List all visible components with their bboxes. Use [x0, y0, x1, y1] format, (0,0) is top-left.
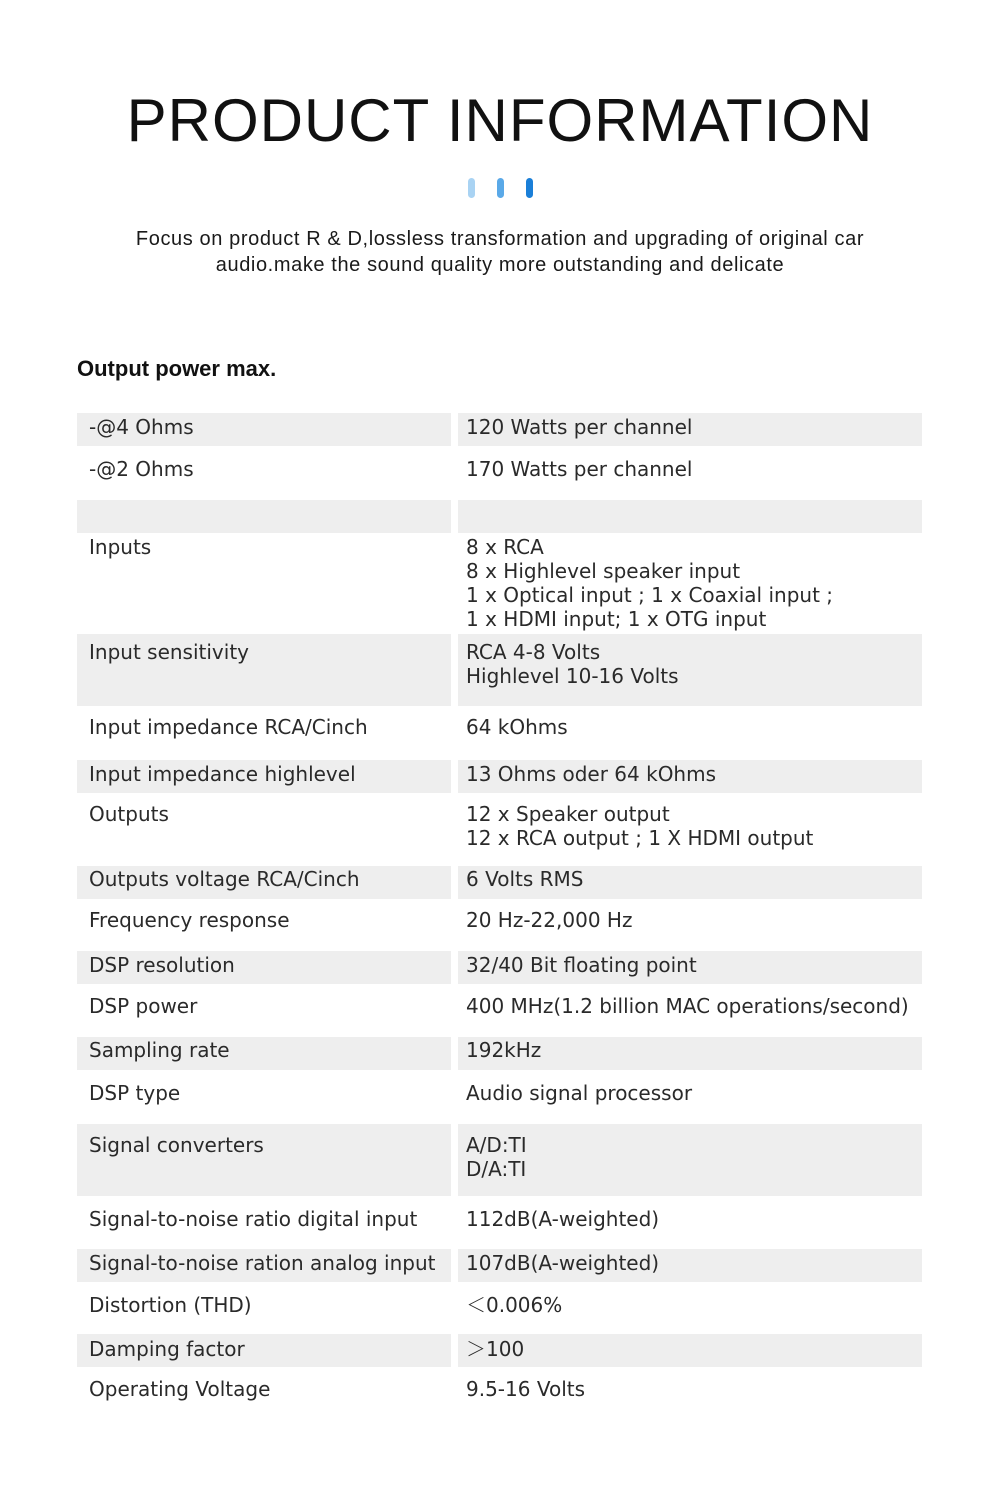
- spec-value-line: Highlevel 10-16 Volts: [466, 664, 679, 688]
- spec-row: [77, 713, 922, 753]
- spec-value: [458, 713, 922, 753]
- spec-label: Operating Voltage: [89, 1377, 271, 1401]
- spec-label: Input sensitivity: [77, 634, 451, 706]
- spec-value: [458, 413, 922, 446]
- spec-row: [77, 500, 922, 533]
- spec-row: [77, 1203, 922, 1243]
- spec-row: [77, 1124, 922, 1196]
- spec-value-line: 400 MHz(1.2 billion MAC operations/second): [466, 994, 909, 1018]
- spec-row: [77, 760, 922, 793]
- decorative-dots: [0, 178, 1000, 198]
- spec-row: [77, 1334, 922, 1367]
- spec-row: [77, 866, 922, 899]
- spec-value: [458, 455, 922, 488]
- spec-value-line: 64 kOhms: [466, 715, 568, 739]
- spec-label: Inputs: [89, 535, 152, 559]
- spec-value-line: 20 Hz-22,000 Hz: [466, 908, 633, 932]
- spec-value-line: 12 x RCA output ; 1 X HDMI output: [466, 826, 814, 850]
- spec-label: Distortion (THD): [89, 1293, 252, 1317]
- spec-row: [77, 951, 922, 984]
- tagline-line-1: Focus on product R & D,lossless transformation and upgrading of original car: [135, 228, 865, 250]
- spec-value: [458, 1249, 922, 1282]
- spec-value-line: 12 x Speaker output: [466, 802, 670, 826]
- spec-row: [77, 1249, 922, 1282]
- spec-row: [77, 904, 922, 944]
- spec-value: [458, 1037, 922, 1070]
- spec-row: [77, 1075, 922, 1117]
- spec-value: [458, 760, 922, 793]
- page-title: PRODUCT INFORMATION: [126, 87, 874, 154]
- spec-value-line: 120 Watts per channel: [466, 415, 693, 439]
- spec-value: [458, 991, 922, 1033]
- spec-value-line: 192kHz: [466, 1038, 542, 1062]
- spec-value-line: A/D:TI: [466, 1133, 527, 1157]
- spec-row: [77, 800, 922, 862]
- spec-value: [458, 1124, 922, 1196]
- spec-label: Input impedance RCA/Cinch: [89, 715, 368, 739]
- spec-row: [77, 533, 922, 633]
- spec-value: [458, 1075, 922, 1117]
- spec-label: DSP power: [89, 994, 198, 1018]
- spec-row: [77, 455, 922, 488]
- tagline-line-2: audio.make the sound quality more outstanding and delicate: [215, 254, 785, 276]
- spec-value: [458, 1374, 922, 1414]
- dot-light: [468, 178, 475, 198]
- spec-value: [458, 634, 922, 706]
- spec-value-line: 32/40 Bit floating point: [466, 953, 697, 977]
- spec-row: [77, 1289, 922, 1331]
- spec-label: Signal-to-noise ratio digital input: [89, 1207, 418, 1231]
- spec-label: Damping factor: [77, 1334, 451, 1367]
- spec-value: [458, 1289, 922, 1331]
- spec-value: [458, 500, 922, 533]
- spec-value-line: 170 Watts per channel: [466, 457, 693, 481]
- spec-row: [77, 413, 922, 446]
- spec-value: [458, 1334, 922, 1367]
- spec-label: Frequency response: [89, 908, 290, 932]
- spec-value: [458, 533, 922, 633]
- spec-value: [458, 800, 922, 862]
- spec-label: Signal converters: [77, 1124, 451, 1196]
- spec-label: Signal-to-noise ration analog input: [77, 1249, 451, 1282]
- spec-value: [458, 1203, 922, 1243]
- spec-label: Outputs: [89, 802, 169, 826]
- spec-value-line: 9.5-16 Volts: [466, 1377, 586, 1401]
- spec-label: -@4 Ohms: [77, 413, 451, 446]
- spec-value: [458, 904, 922, 944]
- section-heading: Output power max.: [77, 356, 277, 381]
- spec-value: [458, 951, 922, 984]
- dot-dark: [526, 178, 533, 198]
- spec-value-line: ＜0.006%: [466, 1293, 563, 1317]
- spec-value-line: 1 x Optical input ; 1 x Coaxial input ;: [466, 583, 834, 607]
- spec-value-line: 1 x HDMI input; 1 x OTG input: [466, 607, 767, 631]
- spec-row: [77, 991, 922, 1033]
- spec-value-line: 8 x RCA: [466, 535, 544, 559]
- spec-value-line: RCA 4-8 Volts: [466, 640, 601, 664]
- spec-value-line: 112dB(A-weighted): [466, 1207, 660, 1231]
- spec-label: Input impedance highlevel: [77, 760, 451, 793]
- spec-value-line: D/A:TI: [466, 1157, 527, 1181]
- spec-label: Outputs voltage RCA/Cinch: [77, 866, 451, 899]
- spec-label: DSP type: [89, 1081, 181, 1105]
- spec-value-line: 107dB(A-weighted): [466, 1251, 660, 1275]
- dot-medium: [497, 178, 504, 198]
- spec-value-line: 13 Ohms oder 64 kOhms: [466, 762, 717, 786]
- spec-row: [77, 1374, 922, 1414]
- spec-label: [77, 500, 451, 533]
- spec-label: -@2 Ohms: [89, 457, 194, 481]
- spec-value-line: Audio signal processor: [466, 1081, 693, 1105]
- spec-row: [77, 1037, 922, 1070]
- spec-value-line: 8 x Highlevel speaker input: [466, 559, 741, 583]
- spec-label: Sampling rate: [77, 1037, 451, 1070]
- spec-value-line: 6 Volts RMS: [466, 867, 584, 891]
- spec-label: DSP resolution: [77, 951, 451, 984]
- spec-row: [77, 634, 922, 706]
- tagline: [0, 226, 1000, 278]
- spec-value: [458, 866, 922, 899]
- spec-value-line: ＞100: [466, 1337, 525, 1361]
